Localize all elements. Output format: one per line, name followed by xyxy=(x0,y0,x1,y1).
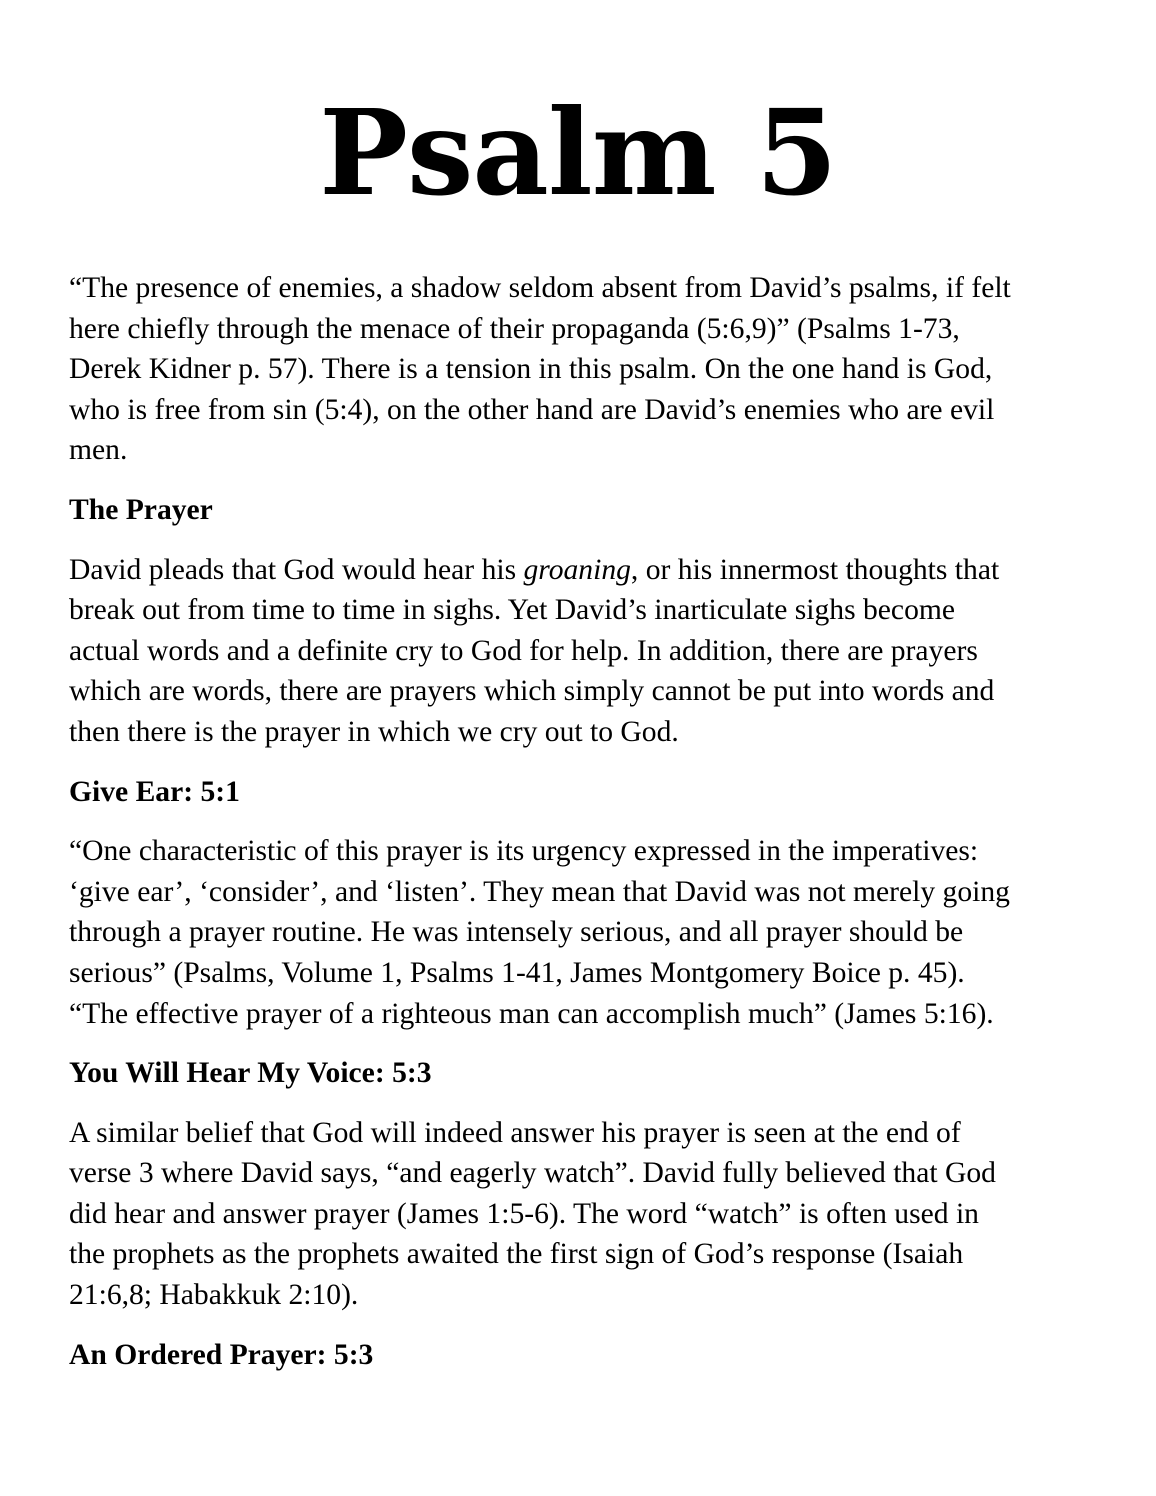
paragraph-line: “The effective prayer of a righteous man can accomplish much” (James 5:16). xyxy=(69,997,994,1030)
document-body xyxy=(69,268,1094,1375)
paragraph-line: “One characteristic of this prayer is its urgency expressed in the imperatives: xyxy=(69,835,979,868)
emphasized-word: groaning xyxy=(523,553,631,586)
intro-paragraph xyxy=(69,268,1094,471)
intro-line: who is free from sin (5:4), on the other hand are David’s enemies who are evil xyxy=(69,393,995,426)
paragraph-line xyxy=(69,550,1094,591)
intro-line: men. xyxy=(69,434,128,467)
paragraph-line: A similar belief that God will indeed answer his prayer is seen at the end of xyxy=(69,1116,961,1149)
line-text: David pleads that God would hear his xyxy=(69,553,524,586)
the-prayer-paragraph xyxy=(69,550,1094,753)
paragraph-line: did hear and answer prayer (James 1:5-6). The word “watch” is often used in xyxy=(69,1197,979,1230)
line-text: , or his innermost thoughts that xyxy=(630,553,1000,586)
intro-line: Derek Kidner p. 57). There is a tension in this psalm. On the one hand is God, xyxy=(69,353,993,386)
section-heading-you-will-hear-my-voice: You Will Hear My Voice: 5:3 xyxy=(69,1057,432,1090)
give-ear-paragraph xyxy=(69,831,1094,1034)
section-heading-the-prayer: The Prayer xyxy=(69,493,213,526)
paragraph-line: then there is the prayer in which we cry out to God. xyxy=(69,715,679,748)
paragraph-line: through a prayer routine. He was intensely serious, and all prayer should be xyxy=(69,916,964,949)
paragraph-line: verse 3 where David says, “and eagerly watch”. David fully believed that God xyxy=(69,1157,996,1190)
page-title: Psalm 5 xyxy=(319,83,837,222)
paragraph-line: which are words, there are prayers which simply cannot be put into words and xyxy=(69,675,995,708)
section-heading-an-ordered-prayer: An Ordered Prayer: 5:3 xyxy=(69,1338,374,1371)
paragraph-line: 21:6,8; Habakkuk 2:10). xyxy=(69,1279,359,1312)
hear-my-voice-paragraph xyxy=(69,1113,1094,1316)
section-heading-give-ear: Give Ear: 5:1 xyxy=(69,775,240,808)
paragraph-line: actual words and a definite cry to God for help. In addition, there are prayers xyxy=(69,634,978,667)
intro-line: “The presence of enemies, a shadow seldom absent from David’s psalms, if felt xyxy=(69,272,1011,304)
intro-line: here chiefly through the menace of their propaganda (5:6,9)” (Psalms 1-73, xyxy=(69,312,960,345)
paragraph-line: break out from time to time in sighs. Yet David’s inarticulate sighs become xyxy=(69,594,956,627)
paragraph-line: serious” (Psalms, Volume 1, Psalms 1-41, James Montgomery Boice p. 45). xyxy=(69,956,965,989)
paragraph-line: the prophets as the prophets awaited the first sign of God’s response (Isaiah xyxy=(69,1238,964,1271)
paragraph-line: ‘give ear’, ‘consider’, and ‘listen’. They mean that David was not merely going xyxy=(69,875,1010,908)
